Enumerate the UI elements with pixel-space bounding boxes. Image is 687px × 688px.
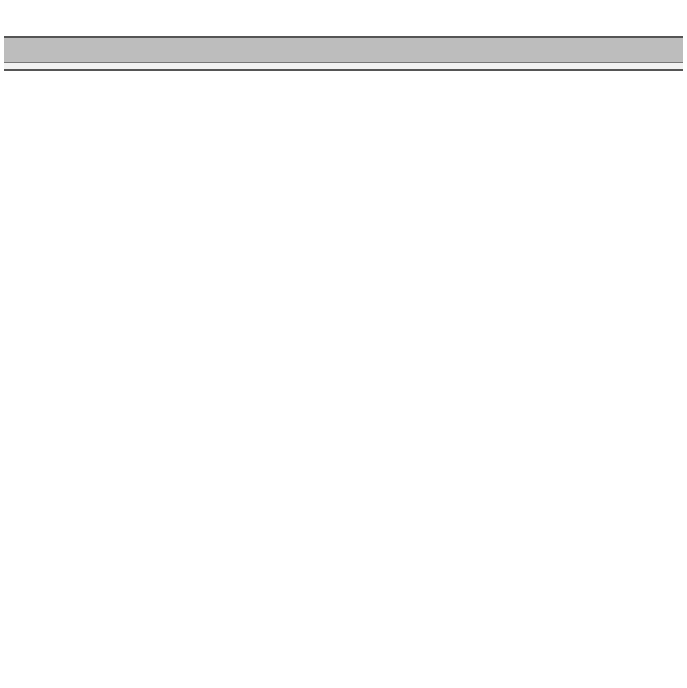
table-row [4, 63, 683, 71]
table-title [4, 6, 683, 32]
row-description [146, 63, 683, 71]
table-header-row [4, 37, 683, 63]
header-time [4, 37, 146, 63]
demolition-timeline-table [4, 36, 683, 71]
row-time [4, 63, 146, 71]
table-body [4, 63, 683, 71]
header-description [146, 37, 683, 63]
